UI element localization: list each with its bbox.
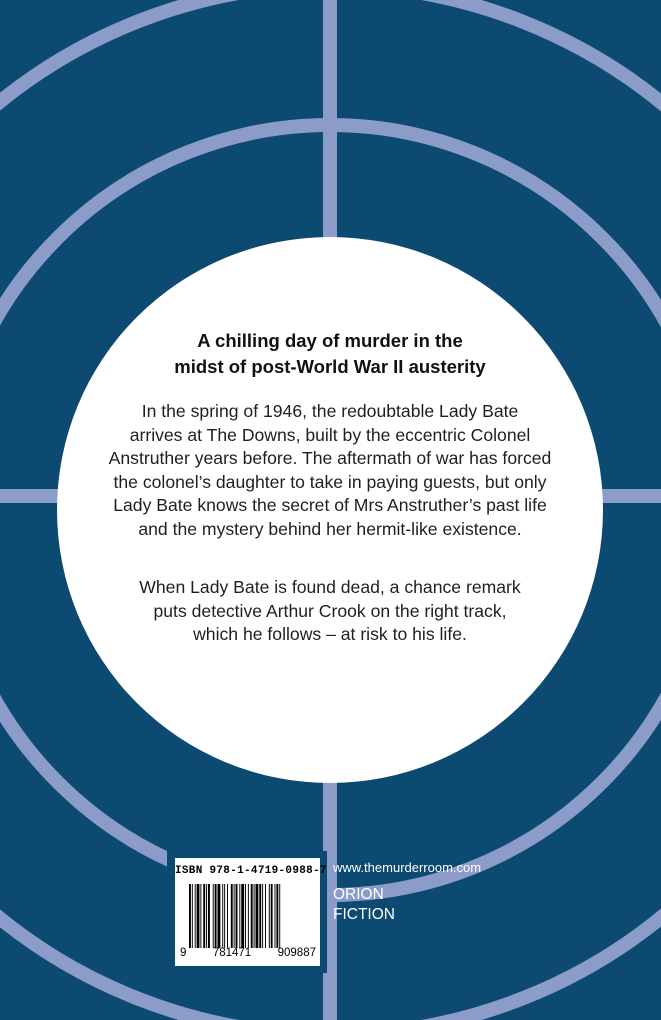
barcode-bar <box>189 884 191 948</box>
barcode-bar <box>279 884 280 948</box>
publisher-imprint <box>333 885 395 925</box>
paragraph-line: In the spring of 1946, the redoubtable Lady Bate <box>141 401 519 421</box>
barcode-bar <box>218 884 221 948</box>
barcode-bar <box>256 884 259 948</box>
publisher-line: FICTION <box>333 906 395 923</box>
barcode-bar <box>265 884 266 948</box>
barcode-digits <box>180 947 316 959</box>
barcode-bar <box>224 884 225 948</box>
barcode-digit-group: 781471 <box>212 947 252 959</box>
barcode-bar <box>208 884 210 948</box>
barcode-bar <box>206 884 207 948</box>
barcode-bar <box>227 884 228 948</box>
paragraph-line: puts detective Arthur Crook on the right track, <box>153 600 507 621</box>
barcode-bar <box>275 884 276 948</box>
barcode <box>175 858 327 966</box>
blurb-text <box>60 256 600 776</box>
barcode-bar <box>262 884 263 948</box>
barcode-bars <box>189 884 307 948</box>
synopsis-paragraph-2 <box>60 576 600 647</box>
paragraph-line: Anstruther years before. The aftermath of war has forced <box>108 448 552 468</box>
barcode-bar <box>245 884 246 948</box>
barcode-bar <box>195 884 196 948</box>
barcode-digit-group: 9 <box>180 947 187 959</box>
publisher-line: ORION <box>333 886 384 903</box>
barcode-bar <box>222 884 223 948</box>
barcode-bar <box>236 884 238 948</box>
paragraph-line: and the mystery behind her hermit-like existence. <box>138 518 522 539</box>
barcode-bar <box>276 884 278 948</box>
barcode-bar <box>234 884 235 948</box>
paragraph-line: When Lady Bate is found dead, a chance remark <box>139 577 521 597</box>
barcode-digit-group: 909887 <box>277 947 316 959</box>
tagline <box>60 328 600 380</box>
barcode-bar <box>215 884 217 948</box>
barcode-bar <box>271 884 273 948</box>
paragraph-line: Lady Bate knows the secret of Mrs Anstruther’s past life <box>113 495 547 515</box>
tagline-line: midst of post-World War II austerity <box>174 356 486 377</box>
barcode-bar <box>241 884 244 948</box>
barcode-bar <box>248 884 249 948</box>
barcode-bar <box>239 884 240 948</box>
paragraph-line: which he follows – at risk to his life. <box>193 624 467 644</box>
barcode-bar <box>254 884 255 948</box>
barcode-bar <box>251 884 253 948</box>
barcode-bar <box>197 884 200 948</box>
synopsis-paragraph-1 <box>60 400 600 541</box>
paragraph-line: arrives at The Downs, built by the eccentric Colonel <box>129 424 531 445</box>
barcode-bar <box>259 884 261 948</box>
paragraph-line: the colonel’s daughter to take in paying guests, but only <box>113 471 547 492</box>
barcode-bar <box>203 884 205 948</box>
barcode-bar <box>231 884 233 948</box>
barcode-bar <box>213 884 214 948</box>
barcode-bar <box>269 884 270 948</box>
tagline-line: A chilling day of murder in the <box>197 330 463 351</box>
barcode-bar <box>200 884 201 948</box>
isbn-label: ISBN 978-1-4719-0988-7 <box>175 865 327 877</box>
publisher-website[interactable]: www.themurderroom.com <box>333 860 482 875</box>
barcode-bar <box>192 884 193 948</box>
